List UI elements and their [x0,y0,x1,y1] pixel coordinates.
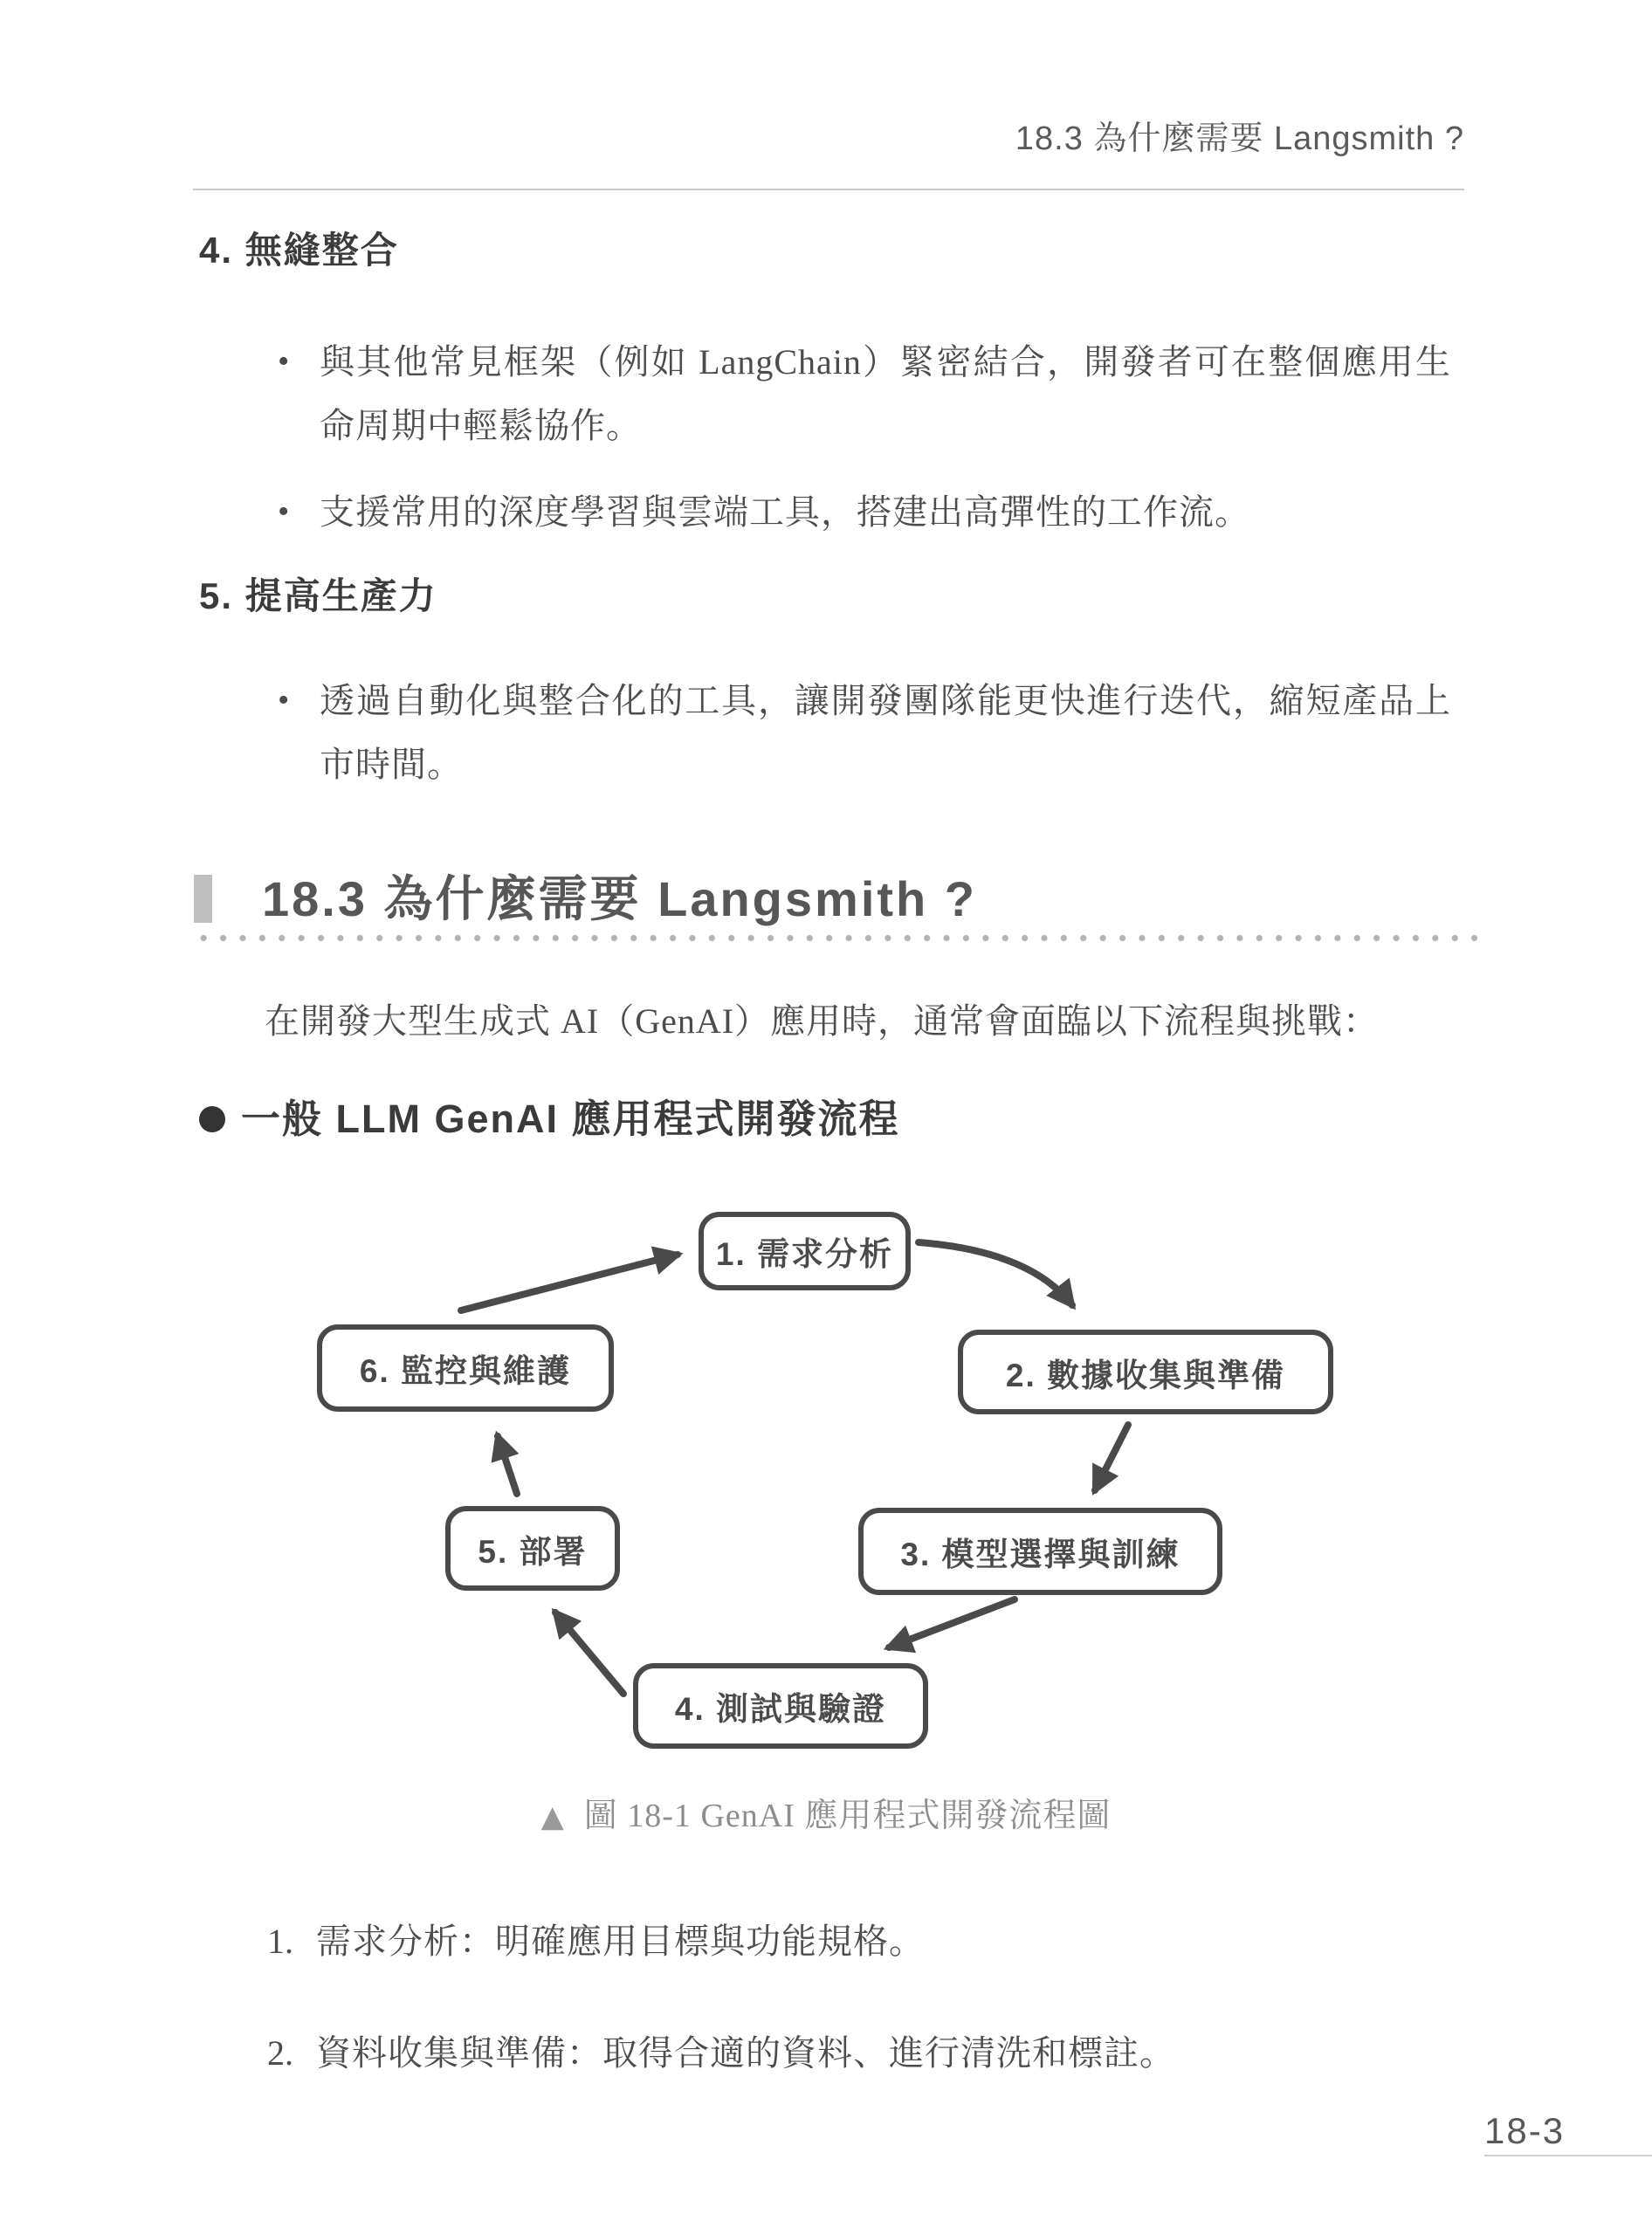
figure-caption-text: 圖 18-1 GenAI 應用程式開發流程圖 [583,1798,1112,1834]
dotted-divider [194,934,1477,942]
flow-node-testing: 4. 測試與驗證 [633,1663,928,1749]
heading-5: 5. 提高生產力 [199,575,437,616]
arrow-3-to-4 [889,1599,1015,1647]
intro-paragraph: 在開發大型生成式 AI（GenAI）應用時，通常會面臨以下流程與挑戰： [265,1001,1380,1041]
flow-node-requirements: 1. 需求分析 [699,1212,911,1290]
list-item [267,2031,1472,2076]
flow-node-deployment: 5. 部署 [445,1506,620,1591]
footer-rule [1484,2155,1652,2156]
bullet-item [278,480,1470,544]
running-header: 18.3 為什麼需要 Langsmith ? [1015,120,1464,157]
bullet-text: 與其他常見框架（例如 LangChain）緊密結合，開發者可在整個應用生命周期中輕鬆協作。 [320,342,1451,445]
flow-diagram [0,1183,1652,1794]
subsection-heading [199,1097,900,1142]
section-accent-bar [194,875,212,923]
arrow-6-to-1 [461,1255,678,1310]
caption-triangle-icon: ▲ [540,1799,565,1834]
bullet-dot-icon: • [278,343,290,380]
flow-node-model-training: 3. 模型選擇與訓練 [858,1508,1222,1595]
bullet-circle-icon [199,1106,225,1132]
arrow-2-to-3 [1095,1425,1128,1490]
flow-node-monitoring: 6. 監控與維護 [317,1324,614,1412]
arrow-5-to-6 [498,1436,517,1494]
bullet-text: 支援常用的深度學習與雲端工具，搭建出高彈性的工作流。 [320,492,1250,532]
subsection-title-text: 一般 LLM GenAI 應用程式開發流程 [241,1097,900,1141]
page-number: 18-3 [1484,2110,1566,2151]
arrow-4-to-5 [555,1613,623,1694]
bullet-dot-icon: • [278,682,290,719]
list-item-number: 1. [267,1922,293,1961]
list-item-text: 需求分析：明確應用目標與功能規格。 [316,1922,925,1961]
section-title: 18.3 為什麼需要 Langsmith ? [262,871,977,926]
flow-node-data-collection: 2. 數據收集與準備 [958,1330,1333,1414]
header-rule [193,189,1464,190]
bullet-dot-icon: • [278,493,290,530]
bullet-text: 透過自動化與整合化的工具，讓開發團隊能更快進行迭代，縮短產品上市時間。 [320,681,1451,784]
list-item-text: 資料收集與準備：取得合適的資料、進行清洗和標註。 [316,2033,1175,2073]
bullet-item [278,669,1470,796]
figure-caption [0,1795,1652,1838]
arrow-1-to-2 [919,1242,1072,1305]
bullet-item [278,330,1470,457]
list-item-number: 2. [267,2033,293,2073]
list-item [267,1919,1472,1964]
heading-4: 4. 無縫整合 [199,230,399,271]
